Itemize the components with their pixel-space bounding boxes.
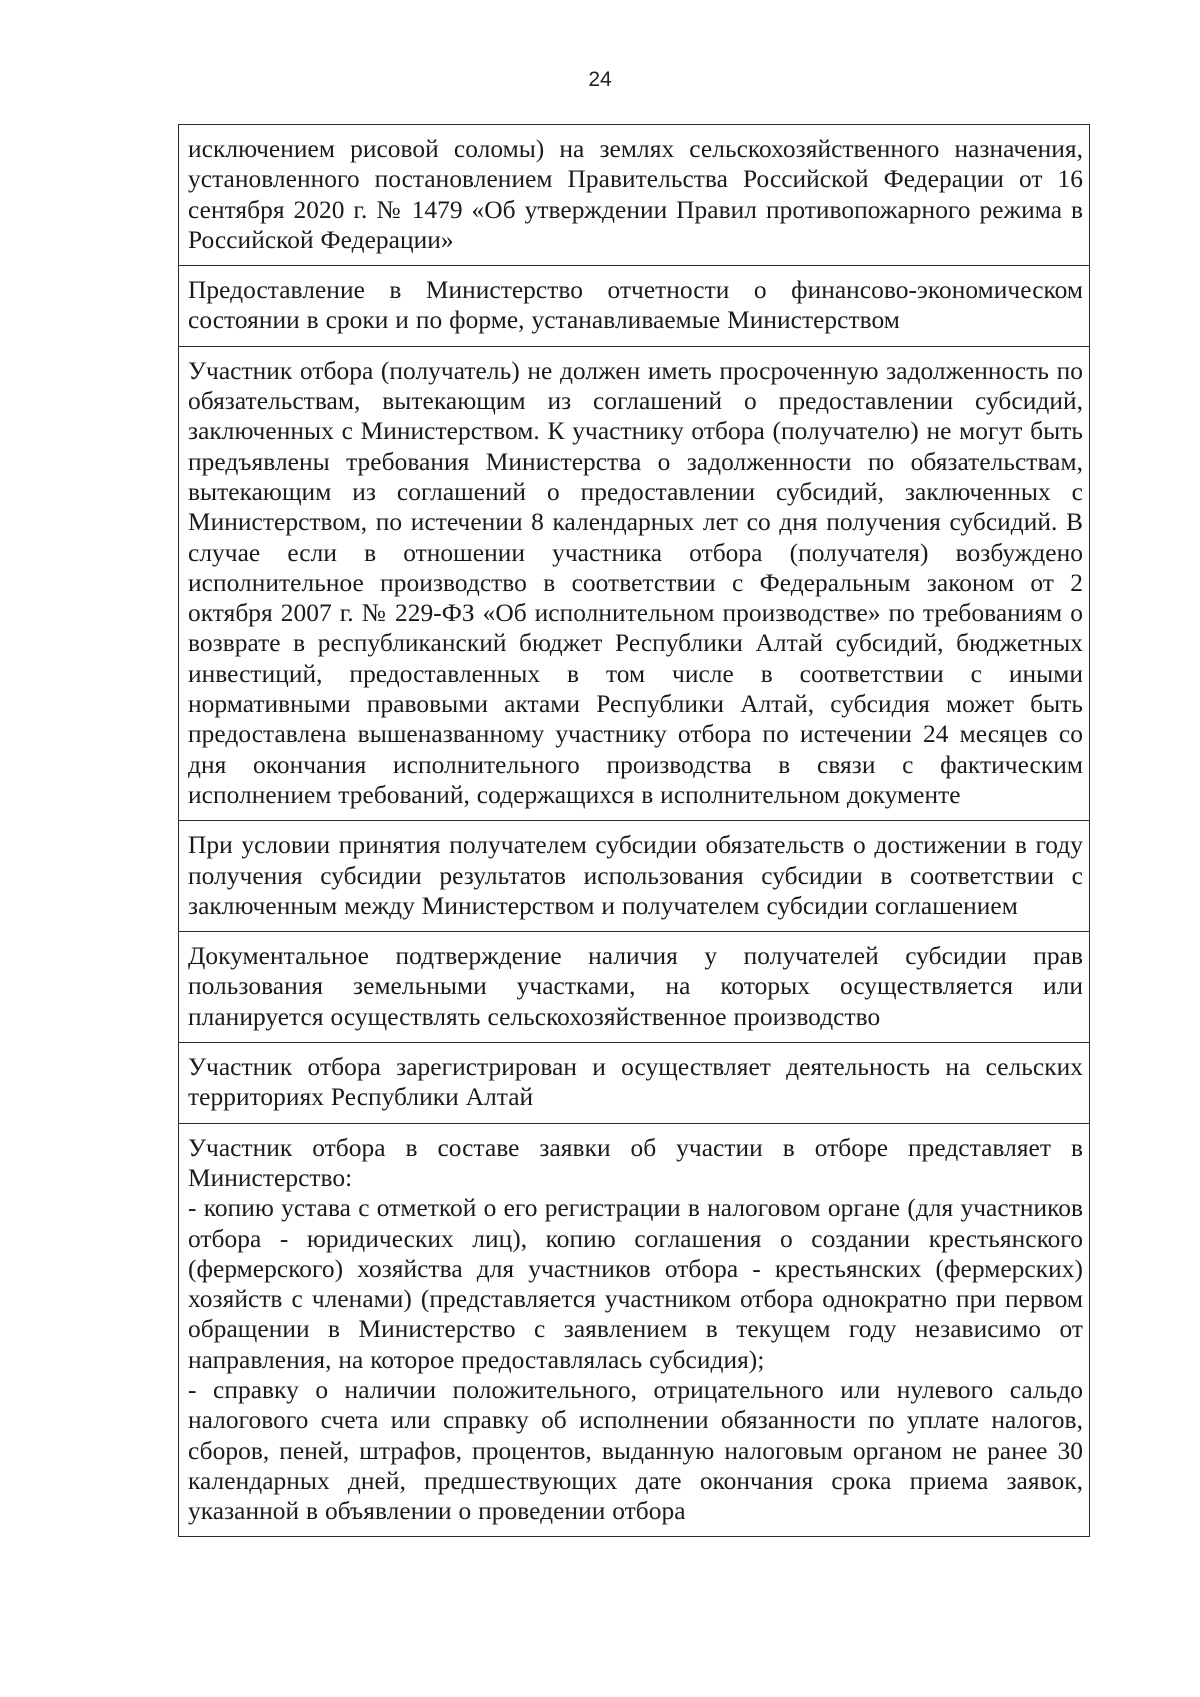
table-cell bbox=[188, 356, 1083, 810]
table-row bbox=[179, 821, 1089, 932]
table-cell bbox=[188, 1052, 1083, 1113]
table-cell bbox=[188, 134, 1083, 255]
table-cell bbox=[188, 830, 1083, 921]
cell-paragraph: При условии принятия получателем субсидии обязательств о достижении в году получения субсидии результатов использования субсидии в соответствии с заключенным между Министерством и получателем субсидии соглашением bbox=[188, 831, 1083, 920]
cell-paragraph: - копию устава с отметкой о его регистрации в налоговом органе (для участников отбора - юридических лиц), копию соглашения о создании крестьянского (фермерского) хозяйства для участников отбора - крестьянских (фермерских) хозяйств с членами) (представляется участником отбора однократно при первом обращении в Министерство с заявлением в текущем году независимо от направления, на которое предоставлялась субсидия); bbox=[188, 1194, 1083, 1374]
table-row bbox=[179, 125, 1089, 266]
table-row bbox=[179, 266, 1089, 347]
requirements-table bbox=[178, 124, 1090, 1537]
cell-paragraph: исключением рисовой соломы) на землях сельскохозяйственного назначения, установленного постановлением Правительства Российской Федерации от 16 сентября 2020 г. № 1479 «Об утверждении Правил противопожарного режима в Российской Федерации» bbox=[188, 135, 1083, 254]
page-number: 24 bbox=[588, 68, 612, 91]
cell-paragraph: - справку о наличии положительного, отрицательного или нулевого сальдо налогового счета или справку об исполнении обязанности по уплате налогов, сборов, пеней, штрафов, процентов, выданную налоговым органом не ранее 30 календарных дней, предшествующих дате окончания срока приема заявок, указанной в объявлении о проведении отбора bbox=[188, 1375, 1083, 1526]
table-cell bbox=[188, 275, 1083, 336]
table-cell bbox=[188, 941, 1083, 1032]
cell-paragraph: Предоставление в Министерство отчетности о финансово-экономическом состоянии в сроки и по форме, устанавливаемые Министерством bbox=[188, 276, 1083, 335]
cell-paragraph: Участник отбора (получатель) не должен иметь просроченную задолженность по обязательствам, вытекающим из соглашений о предоставлении субсидий, заключенных с Министерством. К участнику отбора (получателю) не могут быть предъявлены требования Министерства о задолженности по обязательствам, вытекающим из соглашений о предоставлении субсидий, заключенных с Министерством, по истечении 8 календарных лет со дня получения субсидий. В случае если в отношении участника отбора (получателя) возбуждено исполнительное производство в соответствии с Федеральным законом от 2 октября 2007 г. № 229-ФЗ «Об исполнительном производстве» по требованиям о возврате в республиканский бюджет Республики Алтай субсидий, бюджетных инвестиций, предоставленных в том числе в соответствии с иными нормативными правовыми актами Республики Алтай, субсидия может быть предоставлена вышеназванному участнику отбора по истечении 24 месяцев со дня окончания исполнительного производства в связи с фактическим исполнением требований, содержащихся в исполнительном документе bbox=[188, 356, 1083, 809]
cell-paragraph: Документальное подтверждение наличия у получателей субсидии прав пользования земельными участками, на которых осуществляется или планируется осуществлять сельскохозяйственное производство bbox=[188, 942, 1083, 1031]
table-row bbox=[179, 1124, 1089, 1537]
table-row bbox=[179, 347, 1089, 821]
cell-paragraph: Участник отбора в составе заявки об участии в отборе представляет в Министерство: bbox=[188, 1133, 1083, 1192]
table-row bbox=[179, 1043, 1089, 1124]
cell-paragraph: Участник отбора зарегистрирован и осуществляет деятельность на сельских территориях Республики Алтай bbox=[188, 1053, 1083, 1112]
table-cell bbox=[188, 1133, 1083, 1527]
table-row bbox=[179, 932, 1089, 1043]
